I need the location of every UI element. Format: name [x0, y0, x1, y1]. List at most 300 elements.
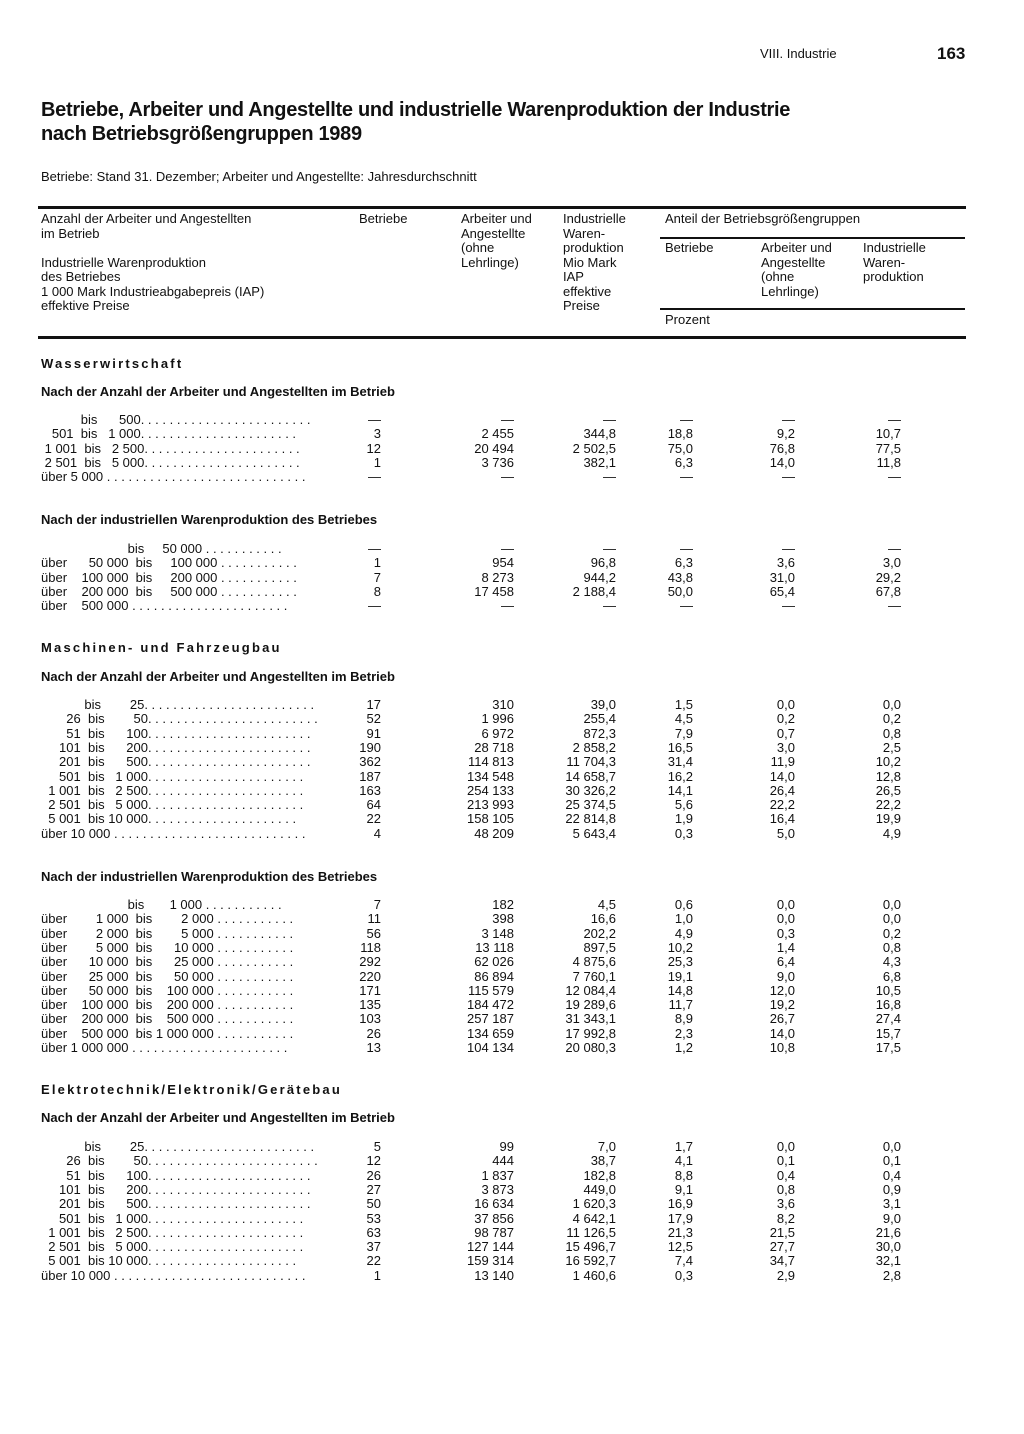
table-row — [0, 470, 1024, 484]
table-cell: 1,2 — [674, 1040, 693, 1055]
col-head-betriebe: Betriebe — [359, 211, 408, 226]
table-cell: — — [680, 598, 693, 614]
row-label: 51 bis 100. . . . . . . . . . . . . . . . . . . . . . . — [41, 726, 311, 741]
row-label: über 2 000 bis 5 000 . . . . . . . . . . . — [41, 926, 294, 941]
table-row — [0, 1169, 1024, 1183]
table-cell: 22 — [366, 1253, 381, 1269]
table-cell: 11,7 — [668, 997, 693, 1013]
table-cell: 13 118 — [475, 939, 514, 955]
table-cell: 0,9 — [882, 1181, 901, 1197]
table-cell: 65,4 — [769, 583, 795, 599]
table-cell: 53 — [366, 1210, 381, 1226]
table-cell: 134 548 — [467, 768, 514, 784]
table-cell: 16,8 — [875, 997, 901, 1013]
table-cell: 0,3 — [674, 1267, 693, 1283]
table-cell: 2,8 — [882, 1267, 901, 1283]
table-cell: 3 736 — [481, 454, 514, 470]
unit-label: Prozent — [665, 312, 710, 327]
table-cell: 10,8 — [769, 1040, 795, 1055]
table-cell: 22 814,8 — [565, 811, 616, 827]
table-cell: 26 — [366, 1025, 381, 1041]
table-cell: 0,0 — [776, 897, 795, 912]
section-heading: Elektrotechnik/Elektronik/Gerätebau — [41, 1082, 342, 1097]
table-cell: 3,0 — [776, 739, 795, 755]
row-label: 501 bis 1 000. . . . . . . . . . . . . . . . . . . . . . — [41, 427, 297, 442]
table-cell: — — [888, 598, 901, 614]
group-heading: Nach der industriellen Warenproduktion des Betriebes — [41, 512, 378, 527]
table-cell: 7,4 — [674, 1253, 693, 1269]
row-label: 2 501 bis 5 000. . . . . . . . . . . . . . . . . . . . . . — [41, 455, 300, 470]
col-head-anteil-arbeiter: Arbeiter und Angestellte (ohne Lehrlinge) — [761, 240, 832, 299]
table-cell: 76,8 — [769, 440, 795, 456]
table-cell: — — [501, 541, 514, 556]
table-cell: 1,9 — [674, 811, 693, 827]
table-cell: 16,2 — [667, 768, 693, 784]
table-cell: 0,8 — [776, 1181, 795, 1197]
table-header-bottom-rule — [38, 336, 966, 339]
table-cell: 64 — [366, 797, 381, 813]
table-cell: 344,8 — [583, 426, 616, 442]
table-cell: 0,8 — [882, 725, 901, 741]
table-cell: 897,5 — [583, 939, 616, 955]
table-cell: 8 273 — [481, 569, 514, 585]
table-cell: 2,3 — [674, 1025, 693, 1041]
table-cell: 4,3 — [882, 954, 901, 970]
table-cell: 48 209 — [474, 825, 514, 841]
row-label: über 100 000 bis 200 000 . . . . . . . . . . . — [41, 998, 294, 1013]
table-cell: 254 133 — [467, 782, 514, 798]
table-cell: 37 856 — [474, 1210, 514, 1226]
table-cell: 135 — [359, 997, 381, 1013]
group-heading: Nach der Anzahl der Arbeiter und Angestellten im Betrieb — [41, 384, 395, 399]
row-label: bis 500. . . . . . . . . . . . . . . . . . . . . . . . — [41, 413, 311, 427]
row-label: 1 001 bis 2 500. . . . . . . . . . . . . . . . . . . . . . — [41, 783, 304, 798]
table-cell: 22,2 — [875, 797, 901, 813]
table-row — [0, 1041, 1024, 1055]
table-row — [0, 998, 1024, 1012]
table-cell: 38,7 — [590, 1153, 616, 1169]
table-cell: — — [368, 469, 381, 485]
table-cell: 34,7 — [769, 1253, 795, 1269]
row-label: bis 1 000 . . . . . . . . . . . — [41, 898, 282, 912]
table-row — [0, 755, 1024, 769]
table-cell: — — [680, 469, 693, 485]
table-cell: 6,8 — [882, 968, 901, 984]
table-row — [0, 784, 1024, 798]
table-cell: 37 — [366, 1239, 381, 1255]
row-label: bis 25. . . . . . . . . . . . . . . . . . . . . . . . — [41, 1140, 315, 1154]
table-row — [0, 1154, 1024, 1168]
table-cell: 3 873 — [481, 1181, 514, 1197]
table-cell: 12 — [366, 1153, 381, 1169]
table-cell: 6 972 — [481, 725, 514, 741]
row-label: 201 bis 500. . . . . . . . . . . . . . . . . . . . . . . — [41, 1197, 311, 1212]
table-cell: 1,5 — [674, 697, 693, 712]
table-cell: 26,4 — [769, 782, 795, 798]
table-cell: 0,6 — [674, 897, 693, 912]
row-label: 26 bis 50. . . . . . . . . . . . . . . . . . . . . . . . — [41, 712, 318, 727]
table-cell: 29,2 — [875, 569, 901, 585]
table-cell: 5 — [373, 1139, 381, 1154]
table-cell: 17,9 — [667, 1210, 693, 1226]
col-head-arbeiter: Arbeiter und Angestellte (ohne Lehrlinge) — [461, 211, 532, 270]
table-row — [0, 413, 1024, 427]
table-cell: — — [368, 412, 381, 427]
table-row — [0, 585, 1024, 599]
table-cell: 103 — [359, 1011, 381, 1027]
table-cell: 86 894 — [474, 968, 514, 984]
table-cell: 21,5 — [769, 1224, 795, 1240]
table-cell: 4,1 — [674, 1153, 693, 1169]
table-cell: 0,0 — [776, 1139, 795, 1154]
table-cell: 14,0 — [769, 1025, 795, 1041]
row-label: 501 bis 1 000. . . . . . . . . . . . . . . . . . . . . . — [41, 769, 304, 784]
table-cell: 9,2 — [776, 426, 795, 442]
table-cell: — — [603, 541, 616, 556]
table-row — [0, 442, 1024, 456]
row-label: über 10 000 . . . . . . . . . . . . . . . . . . . . . . . . . . . — [41, 826, 306, 841]
table-cell: 4 875,6 — [572, 954, 616, 970]
table-cell: 0,8 — [882, 939, 901, 955]
table-cell: 31,0 — [769, 569, 795, 585]
table-cell: 0,0 — [776, 697, 795, 712]
table-cell: 1 996 — [481, 711, 514, 727]
table-cell: 0,2 — [882, 925, 901, 941]
table-cell: 16,9 — [667, 1196, 693, 1212]
table-cell: 127 144 — [467, 1239, 514, 1255]
row-label: 26 bis 50. . . . . . . . . . . . . . . . . . . . . . . . — [41, 1154, 318, 1169]
table-cell: 43,8 — [667, 569, 693, 585]
table-cell: 26,5 — [875, 782, 901, 798]
table-cell: 4 642,1 — [572, 1210, 616, 1226]
table-cell: 7 — [373, 897, 381, 912]
table-cell: 19,9 — [875, 811, 901, 827]
table-cell: 1,7 — [674, 1139, 693, 1154]
table-cell: 158 105 — [467, 811, 514, 827]
table-cell: — — [368, 598, 381, 614]
table-cell: — — [501, 469, 514, 485]
table-row — [0, 927, 1024, 941]
table-cell: — — [680, 412, 693, 427]
row-label: über 10 000 bis 25 000 . . . . . . . . . . . — [41, 955, 294, 970]
page-number: 163 — [937, 44, 966, 63]
table-cell: 21,3 — [667, 1224, 693, 1240]
table-cell: — — [888, 412, 901, 427]
table-cell: 1 — [373, 1267, 381, 1283]
table-cell: 3 — [373, 426, 381, 442]
table-cell: 22 — [366, 811, 381, 827]
table-cell: 30 326,2 — [565, 782, 616, 798]
table-cell: 4,5 — [674, 711, 693, 727]
table-cell: 11 704,3 — [566, 754, 616, 770]
table-cell: 2 455 — [481, 426, 514, 442]
table-cell: 31 343,1 — [565, 1011, 616, 1027]
row-label: über 50 000 bis 100 000 . . . . . . . . . . . — [41, 556, 297, 571]
table-cell: 3,1 — [882, 1196, 901, 1212]
table-cell: 13 140 — [474, 1267, 514, 1283]
table-cell: 6,3 — [674, 555, 693, 571]
table-cell: 382,1 — [583, 454, 616, 470]
row-label: 101 bis 200. . . . . . . . . . . . . . . . . . . . . . . — [41, 1182, 311, 1197]
table-cell: 17 992,8 — [565, 1025, 616, 1041]
table-cell: 32,1 — [875, 1253, 901, 1269]
table-cell: 2 858,2 — [572, 739, 616, 755]
table-cell: 27,4 — [875, 1011, 901, 1027]
table-cell: 26 — [366, 1167, 381, 1183]
table-row — [0, 1197, 1024, 1211]
table-cell: 11 — [367, 911, 381, 927]
table-cell: 115 579 — [467, 982, 514, 998]
table-cell: 872,3 — [583, 725, 616, 741]
row-label: über 50 000 bis 100 000 . . . . . . . . . . . — [41, 983, 294, 998]
row-label: über 10 000 . . . . . . . . . . . . . . . . . . . . . . . . . . . — [41, 1268, 306, 1283]
group-heading: Nach der Anzahl der Arbeiter und Angestellten im Betrieb — [41, 669, 395, 684]
table-cell: 182 — [492, 897, 514, 912]
table-cell: 202,2 — [583, 925, 616, 941]
table-cell: 67,8 — [875, 583, 901, 599]
table-cell: 398 — [492, 911, 514, 927]
table-cell: 15,7 — [875, 1025, 901, 1041]
table-row — [0, 1140, 1024, 1154]
table-row — [0, 770, 1024, 784]
table-cell: 5,0 — [776, 825, 795, 841]
row-label: über 500 000 bis 1 000 000 . . . . . . . . . . . — [41, 1026, 294, 1041]
table-cell: 114 813 — [467, 754, 514, 770]
table-row — [0, 427, 1024, 441]
table-cell: 99 — [499, 1139, 514, 1154]
row-label: bis 25. . . . . . . . . . . . . . . . . . . . . . . . — [41, 698, 315, 712]
table-cell: 8,8 — [674, 1167, 693, 1183]
table-row — [0, 1027, 1024, 1041]
table-row — [0, 812, 1024, 826]
row-label: 5 001 bis 10 000. . . . . . . . . . . . . . . . . . . . . — [41, 1254, 297, 1269]
section-heading: Maschinen- und Fahrzeugbau — [41, 640, 282, 655]
table-cell: 28 718 — [474, 739, 514, 755]
table-cell: 16,4 — [769, 811, 795, 827]
table-cell: 10,5 — [875, 982, 901, 998]
table-cell: 134 659 — [467, 1025, 514, 1041]
table-cell: 11,9 — [770, 754, 795, 770]
table-cell: 4 — [373, 825, 381, 841]
table-cell: 25,3 — [667, 954, 693, 970]
table-cell: 187 — [359, 768, 381, 784]
table-cell: 56 — [366, 925, 381, 941]
title-line-1: Betriebe, Arbeiter und Angestellte und industrielle Warenproduktion der Industrie — [41, 99, 791, 121]
table-cell: 449,0 — [583, 1181, 616, 1197]
table-cell: 257 187 — [467, 1011, 514, 1027]
table-cell: 2,5 — [882, 739, 901, 755]
table-cell: 0,2 — [882, 711, 901, 727]
table-cell: 0,4 — [882, 1167, 901, 1183]
table-cell: 15 496,7 — [565, 1239, 616, 1255]
table-cell: 30,0 — [875, 1239, 901, 1255]
table-cell: — — [368, 541, 381, 556]
table-cell: 3,6 — [776, 555, 795, 571]
table-row — [0, 599, 1024, 613]
table-cell: 0,2 — [776, 711, 795, 727]
table-cell: 5,6 — [674, 797, 693, 813]
table-cell: 20 494 — [474, 440, 514, 456]
table-top-rule — [38, 206, 966, 209]
table-cell: 9,0 — [882, 1210, 901, 1226]
table-cell: 190 — [359, 739, 381, 755]
table-cell: 1 620,3 — [572, 1196, 616, 1212]
row-label: 1 001 bis 2 500. . . . . . . . . . . . . . . . . . . . . . — [41, 441, 300, 456]
row-label: bis 50 000 . . . . . . . . . . . — [41, 542, 282, 556]
table-cell: 0,0 — [776, 911, 795, 927]
table-cell: 10,7 — [875, 426, 901, 442]
table-cell: 13 — [366, 1040, 381, 1055]
row-label: 51 bis 100. . . . . . . . . . . . . . . . . . . . . . . — [41, 1168, 311, 1183]
table-row — [0, 941, 1024, 955]
table-row — [0, 1183, 1024, 1197]
table-cell: 12,0 — [769, 982, 795, 998]
table-cell: 0,0 — [882, 911, 901, 927]
table-row — [0, 1212, 1024, 1226]
table-cell: 4,9 — [674, 925, 693, 941]
row-label: über 5 000 . . . . . . . . . . . . . . . . . . . . . . . . . . . . — [41, 470, 306, 485]
table-cell: 10,2 — [667, 939, 693, 955]
title-line-2: nach Betriebsgrößengruppen 1989 — [41, 123, 362, 145]
table-row — [0, 898, 1024, 912]
table-cell: 27,7 — [769, 1239, 795, 1255]
table-cell: — — [603, 469, 616, 485]
table-cell: — — [888, 541, 901, 556]
table-cell: 1 837 — [481, 1167, 514, 1183]
table-row — [0, 955, 1024, 969]
table-cell: 0,0 — [882, 897, 901, 912]
table-cell: 9,1 — [674, 1181, 693, 1197]
table-row — [0, 1254, 1024, 1268]
table-cell: 52 — [366, 711, 381, 727]
table-row — [0, 556, 1024, 570]
table-row — [0, 798, 1024, 812]
table-cell: 11,8 — [876, 454, 901, 470]
table-cell: 16 592,7 — [565, 1253, 616, 1269]
table-cell: 159 314 — [467, 1253, 514, 1269]
group-heading: Nach der industriellen Warenproduktion des Betriebes — [41, 869, 378, 884]
table-cell: 362 — [359, 754, 381, 770]
row-label: 501 bis 1 000. . . . . . . . . . . . . . . . . . . . . . — [41, 1211, 304, 1226]
table-cell: — — [782, 469, 795, 485]
table-cell: — — [680, 541, 693, 556]
row-label: über 200 000 bis 500 000 . . . . . . . . . . . — [41, 1012, 294, 1027]
table-cell: 18,8 — [667, 426, 693, 442]
table-cell: 163 — [359, 782, 381, 798]
table-cell: 8,9 — [674, 1011, 693, 1027]
table-row — [0, 970, 1024, 984]
table-cell: 12 084,4 — [565, 982, 616, 998]
col-head-anteil-group: Anteil der Betriebsgrößengruppen — [665, 211, 861, 226]
table-cell: 0,0 — [882, 697, 901, 712]
table-cell: 22,2 — [769, 797, 795, 813]
table-cell: 1 — [373, 454, 381, 470]
table-cell: 14,1 — [667, 782, 693, 798]
table-cell: 213 993 — [467, 797, 514, 813]
table-cell: 77,5 — [875, 440, 901, 456]
table-cell: 0,7 — [776, 725, 795, 741]
table-cell: 2 502,5 — [572, 440, 616, 456]
table-cell: 12 — [366, 440, 381, 456]
table-cell: 3,6 — [776, 1196, 795, 1212]
table-cell: 292 — [359, 954, 381, 970]
col-head-label: Anzahl der Arbeiter und Angestellten im Betrieb Industrielle Warenproduktion des Betriebes 1 000 Mark Industrieabgabepreis (IAP) effektive Preise — [41, 211, 265, 313]
row-label: 201 bis 500. . . . . . . . . . . . . . . . . . . . . . . — [41, 755, 311, 770]
table-cell: 17 — [366, 697, 381, 712]
table-row — [0, 698, 1024, 712]
table-cell: 17,5 — [875, 1040, 901, 1055]
table-cell: 7 760,1 — [572, 968, 616, 984]
table-cell: 6,3 — [674, 454, 693, 470]
unit-rule — [660, 308, 965, 310]
table-cell: 16,5 — [667, 739, 693, 755]
table-cell: 20 080,3 — [565, 1040, 616, 1055]
table-cell: 19,1 — [667, 968, 693, 984]
table-cell: 1 — [373, 555, 381, 571]
table-cell: 8 — [373, 583, 381, 599]
row-label: über 1 000 bis 2 000 . . . . . . . . . . . — [41, 912, 294, 927]
table-cell: 220 — [359, 968, 381, 984]
table-cell: 1 460,6 — [572, 1267, 616, 1283]
table-cell: 182,8 — [583, 1167, 616, 1183]
table-cell: — — [603, 598, 616, 614]
row-label: über 500 000 . . . . . . . . . . . . . . . . . . . . . . — [41, 599, 288, 614]
table-row — [0, 712, 1024, 726]
table-cell: — — [782, 598, 795, 614]
table-cell: 63 — [366, 1224, 381, 1240]
table-cell: 0,3 — [674, 825, 693, 841]
table-cell: 16 634 — [474, 1196, 514, 1212]
subtitle: Betriebe: Stand 31. Dezember; Arbeiter und Angestellte: Jahresdurchschnitt — [41, 169, 477, 184]
table-cell: 12,8 — [875, 768, 901, 784]
table-row — [0, 542, 1024, 556]
row-label: 1 001 bis 2 500. . . . . . . . . . . . . . . . . . . . . . — [41, 1225, 304, 1240]
col-head-produktion: Industrielle Waren- produktion Mio Mark IAP effektive Preise — [563, 211, 626, 313]
table-row — [0, 984, 1024, 998]
table-cell: 2 188,4 — [572, 583, 616, 599]
table-cell: 0,4 — [776, 1167, 795, 1183]
table-row — [0, 741, 1024, 755]
table-cell: 98 787 — [474, 1224, 514, 1240]
table-cell: — — [603, 412, 616, 427]
table-cell: 4,5 — [597, 897, 616, 912]
section-heading: Wasserwirtschaft — [41, 356, 184, 371]
row-label: 2 501 bis 5 000. . . . . . . . . . . . . . . . . . . . . . — [41, 798, 304, 813]
table-cell: 0,1 — [882, 1153, 901, 1169]
table-cell: 944,2 — [583, 569, 616, 585]
table-cell: 50,0 — [667, 583, 693, 599]
table-cell: — — [782, 541, 795, 556]
table-cell: 104 134 — [467, 1040, 514, 1055]
table-cell: — — [888, 469, 901, 485]
table-cell: — — [501, 412, 514, 427]
table-cell: 26,7 — [769, 1011, 795, 1027]
table-row — [0, 912, 1024, 926]
table-cell: 171 — [359, 982, 381, 998]
table-cell: 25 374,5 — [565, 797, 616, 813]
table-cell: 14,8 — [667, 982, 693, 998]
table-cell: 50 — [366, 1196, 381, 1212]
table-row — [0, 1269, 1024, 1283]
table-row — [0, 727, 1024, 741]
table-cell: 17 458 — [474, 583, 514, 599]
table-cell: 3,0 — [882, 555, 901, 571]
row-label: 5 001 bis 10 000. . . . . . . . . . . . . . . . . . . . . — [41, 812, 297, 827]
table-cell: 14 658,7 — [565, 768, 616, 784]
col-head-anteil-betriebe: Betriebe — [665, 240, 714, 255]
table-cell: 1,0 — [674, 911, 693, 927]
group-heading: Nach der Anzahl der Arbeiter und Angestellten im Betrieb — [41, 1110, 395, 1125]
